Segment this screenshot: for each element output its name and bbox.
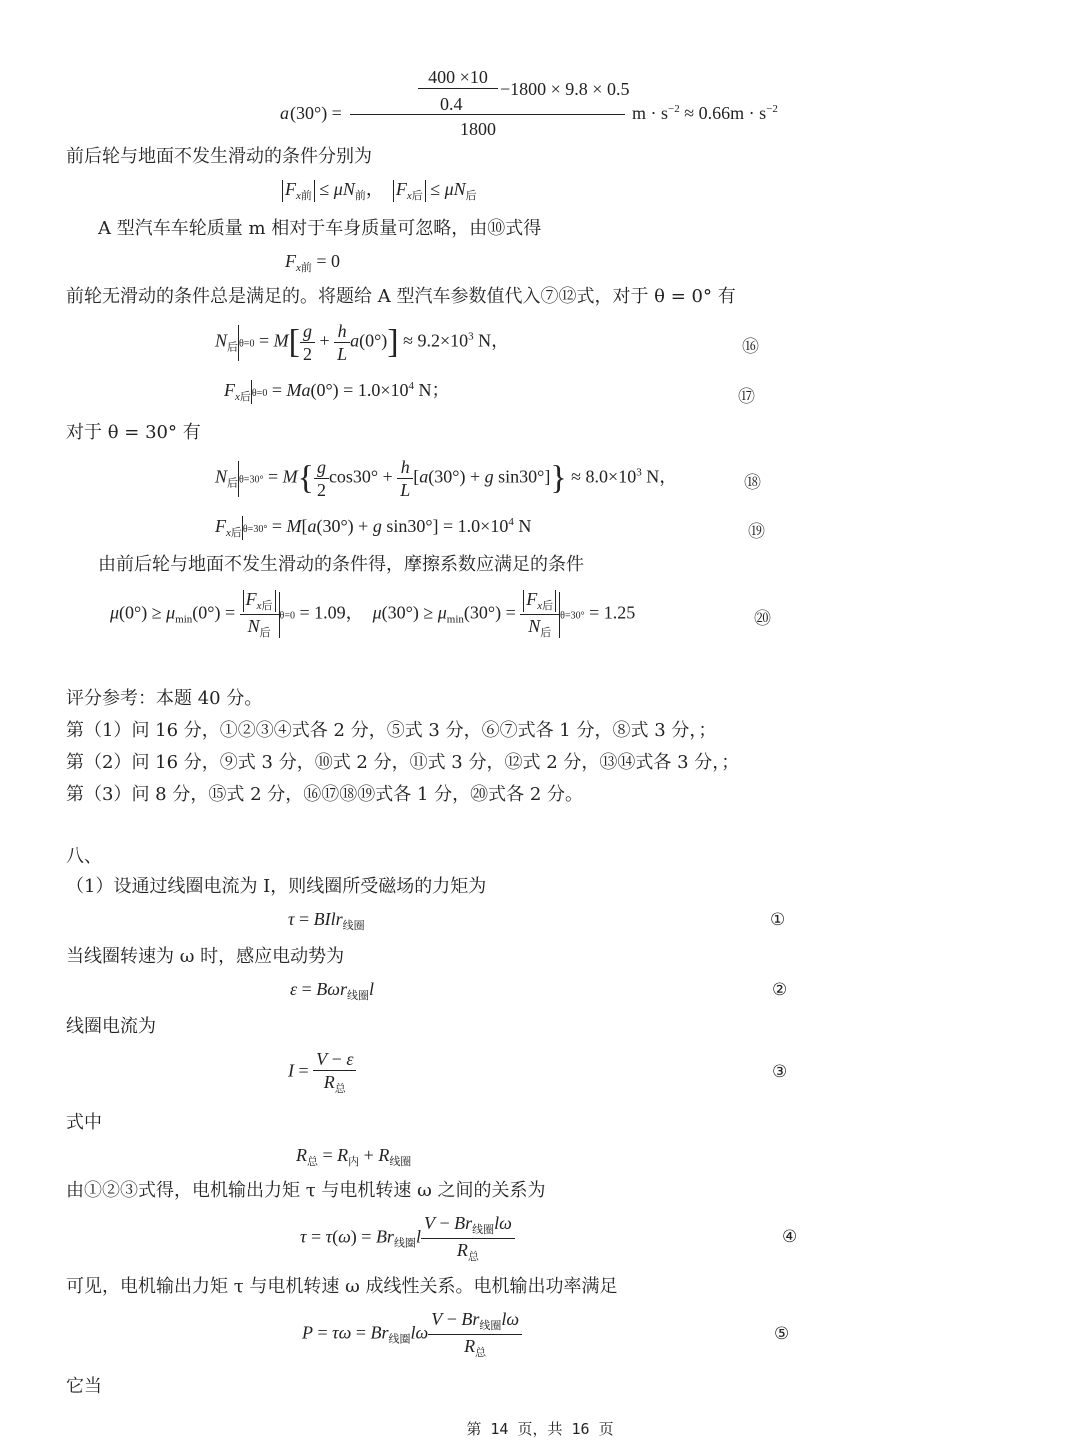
- paragraph-3: 线圈电流为: [66, 1016, 156, 1037]
- equation-number-18: ⑱: [744, 473, 761, 493]
- equation-3: I = $\frac{V - \varepsilon}{R_总}$: [288, 1050, 356, 1095]
- paragraph-7: 它当: [66, 1376, 102, 1397]
- equation-number-5: ⑤: [774, 1324, 790, 1344]
- equation-17: $F_{x后}\theta=0 = Ma(0^\circ) = 1.0\times 10^4$ N；: [224, 380, 450, 404]
- paragraph-5: 由①②③式得，电机输出力矩 τ 与电机转速 ω 之间的关系为: [66, 1180, 546, 1201]
- text-nonslip-conditions: 前后轮与地面不发生滑动的条件分别为: [66, 146, 372, 167]
- text-friction-condition: 由前后轮与地面不发生滑动的条件得，摩擦系数应满足的条件: [98, 554, 584, 575]
- equation-2: ε = Bωr$_{线圈}$l: [290, 979, 374, 1002]
- equation-number-1: ①: [770, 910, 786, 930]
- paragraph-6: 可见，电机输出力矩 τ 与电机转速 ω 成线性关系。电机输出功率满足: [66, 1276, 618, 1297]
- equation-16: $N_后\theta=0 = M$[ $\frac{g}{2}$ + $\frac{h}{L}$ $a(0^\circ)] \approx 9.2\times 10^3$ N，: [215, 321, 510, 364]
- text-front-wheel: 前轮无滑动的条件总是满足的。将题给 A 型汽车参数值代入⑦⑫式，对于 θ = 0° 有: [66, 286, 736, 307]
- equation-number-4: ④: [782, 1227, 798, 1247]
- text-theta-30: 对于 θ = 30° 有: [66, 422, 201, 443]
- text-wheel-mass: A 型汽车车轮质量 m 相对于车身质量可忽略，由⑩式得: [98, 218, 542, 239]
- equation-fx-front: $F_{x前} = 0$: [285, 251, 341, 274]
- page-footer: 第 14 页，共 16 页: [466, 1420, 614, 1438]
- paragraph-2: 当线圈转速为 ω 时，感应电动势为: [66, 946, 345, 967]
- equation-r-total: $R_总 = R_内 + R_{线圈}$: [296, 1145, 412, 1168]
- equation-number-2: ②: [772, 980, 788, 1000]
- score-title: 评分参考：本题 40 分。: [66, 688, 263, 709]
- paragraph-4: 式中: [66, 1112, 102, 1133]
- equation-19: $F_{x后}\theta=30^\circ = M[a(30^\circ) + g$ $\sin 30^\circ] = 1.0\times 10^4$ N: [215, 516, 532, 540]
- section-heading-8: 八、: [66, 846, 102, 867]
- equation-number-17: ⑰: [738, 387, 755, 407]
- equation-number-3: ③: [772, 1062, 788, 1082]
- equation-number-20: ⑳: [754, 609, 771, 629]
- paragraph-1: （1）设通过线圈电流为 I，则线圈所受磁场的力矩为: [66, 876, 487, 897]
- equation-nonslip: $F_{x前} \le \mu N_前$， $F_{x后} \le \mu N_后$: [282, 180, 477, 202]
- score-line-3: 第（3）问 8 分，⑮式 2 分，⑯⑰⑱⑲式各 1 分，⑳式各 2 分。: [66, 784, 584, 805]
- equation-4: $\tau = \tau(\omega) = Br_{线圈}l$ $\frac{V - Br_{线圈}l\omega}{R_总}$: [300, 1214, 515, 1263]
- score-line-2: 第（2）问 16 分，⑨式 3 分，⑩式 2 分，⑪式 3 分，⑫式 2 分，⑬⑭式各 3 分，；: [66, 752, 740, 773]
- equation-20: $\mu(0^\circ) \ge \mu_{min}(0^\circ)$ = $\frac{F_{x后}}{N_后}$ θ=0 = 1.09， $\mu(30^\circ) \ge \mu_{min}(30^\circ)$ = $\frac{F_{x后}}{N_后}$ θ=30° = 1.25: [110, 589, 636, 639]
- equation-18: $N_后\theta=30^\circ = M${ $\frac{g}{2}$ cos30° + $\frac{h}{L}$ [a(30°) + g $\sin 30^\circ]\} \approx 8.0\times 10^3$ N，: [215, 457, 678, 500]
- equation-number-16: ⑯: [742, 337, 759, 357]
- equation-1: τ = BIlr$_{线圈}$: [288, 909, 365, 932]
- equation-number-19: ⑲: [748, 522, 765, 542]
- score-line-1: 第（1）问 16 分，①②③④式各 2 分，⑤式 3 分，⑥⑦式各 1 分，⑧式 3 分，；: [66, 720, 717, 741]
- equation-5: $P = \tau\omega = Br_{线圈}l\omega$ $\frac{V - Br_{线圈}l\omega}{R_总}$: [302, 1310, 522, 1359]
